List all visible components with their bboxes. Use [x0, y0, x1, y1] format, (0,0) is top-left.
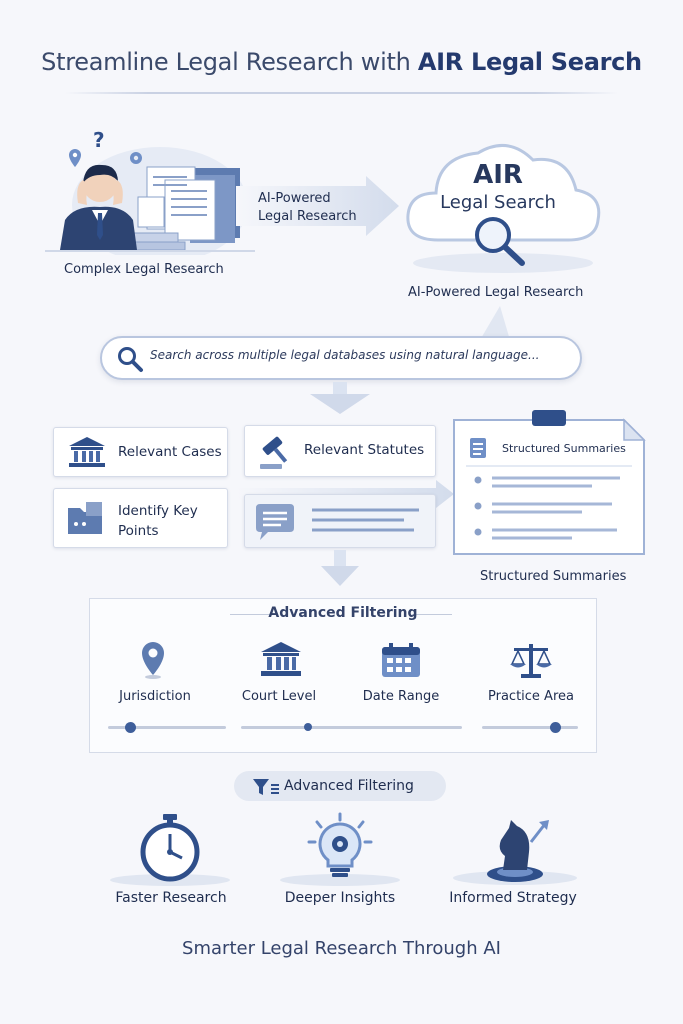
calendar-icon — [380, 642, 422, 678]
arrow-banner-line1: AI-Powered — [258, 191, 331, 206]
relevant-cases-label: Relevant Cases — [118, 444, 222, 460]
structured-summaries-document — [452, 408, 646, 558]
key-points-line1: Identify Key — [118, 503, 198, 519]
title-prefix: Streamline Legal Research with — [41, 48, 418, 76]
cloud-title: AIR — [473, 160, 523, 190]
filter-panel-title: Advanced Filtering — [268, 605, 418, 621]
key-points-line2: Points — [118, 523, 159, 539]
arrow-banner-text — [258, 190, 357, 226]
courthouse-icon — [66, 436, 108, 468]
folder-icon — [66, 500, 106, 536]
filter-jurisdiction-label: Jurisdiction — [119, 689, 191, 704]
practice-area-slider-handle[interactable] — [550, 722, 561, 733]
pointer-tail — [480, 306, 520, 340]
filter-court-level-label: Court Level — [241, 689, 317, 704]
arrow-banner-line2: Legal Research — [258, 209, 357, 224]
stopwatch-icon — [105, 812, 235, 887]
courthouse-filter-icon — [258, 640, 304, 678]
benefit-deeper-insights: Deeper Insights — [284, 890, 396, 906]
filter-date-range-label: Date Range — [362, 689, 440, 704]
footer-tagline: Smarter Legal Research Through AI — [182, 938, 501, 959]
flow-arrow-down — [290, 382, 390, 416]
location-pin-icon — [138, 640, 168, 680]
question-mark-icon: ? — [93, 128, 105, 152]
filter-practice-area-label: Practice Area — [488, 689, 574, 704]
cloud-caption: AI-Powered Legal Research — [408, 285, 584, 300]
title-divider — [65, 92, 618, 94]
stressed-lawyer-illustration — [45, 125, 255, 255]
page-title — [0, 48, 683, 76]
court-date-slider[interactable] — [241, 726, 462, 729]
jurisdiction-slider-handle[interactable] — [125, 722, 136, 733]
relevant-statutes-label: Relevant Statutes — [304, 442, 425, 458]
search-placeholder: Search across multiple legal databases using natural language... — [150, 348, 540, 362]
flow-arrow-down-2 — [315, 550, 365, 588]
problem-label: Complex Legal Research — [64, 262, 224, 277]
benefit-faster-research: Faster Research — [115, 890, 227, 906]
pin-icon — [69, 149, 81, 167]
court-date-slider-handle[interactable] — [304, 723, 312, 731]
summaries-doc-title: Structured Summaries — [502, 442, 626, 455]
title-brand: AIR Legal Search — [417, 48, 642, 76]
advanced-filtering-pill-label: Advanced Filtering — [284, 778, 414, 794]
chess-knight-strategy-icon — [445, 812, 585, 887]
search-icon — [116, 345, 144, 373]
chat-summary-icon — [254, 502, 424, 542]
gavel-icon — [256, 432, 296, 472]
scales-icon — [508, 640, 554, 680]
key-points-label — [118, 501, 198, 541]
benefit-informed-strategy: Informed Strategy — [449, 890, 577, 906]
clipboard-clip-icon — [532, 410, 566, 426]
filter-funnel-icon — [252, 777, 280, 797]
practice-area-slider[interactable] — [482, 726, 578, 729]
summaries-caption: Structured Summaries — [480, 569, 627, 584]
lightbulb-gear-icon — [275, 812, 405, 887]
cloud-subtitle: Legal Search — [440, 192, 556, 213]
